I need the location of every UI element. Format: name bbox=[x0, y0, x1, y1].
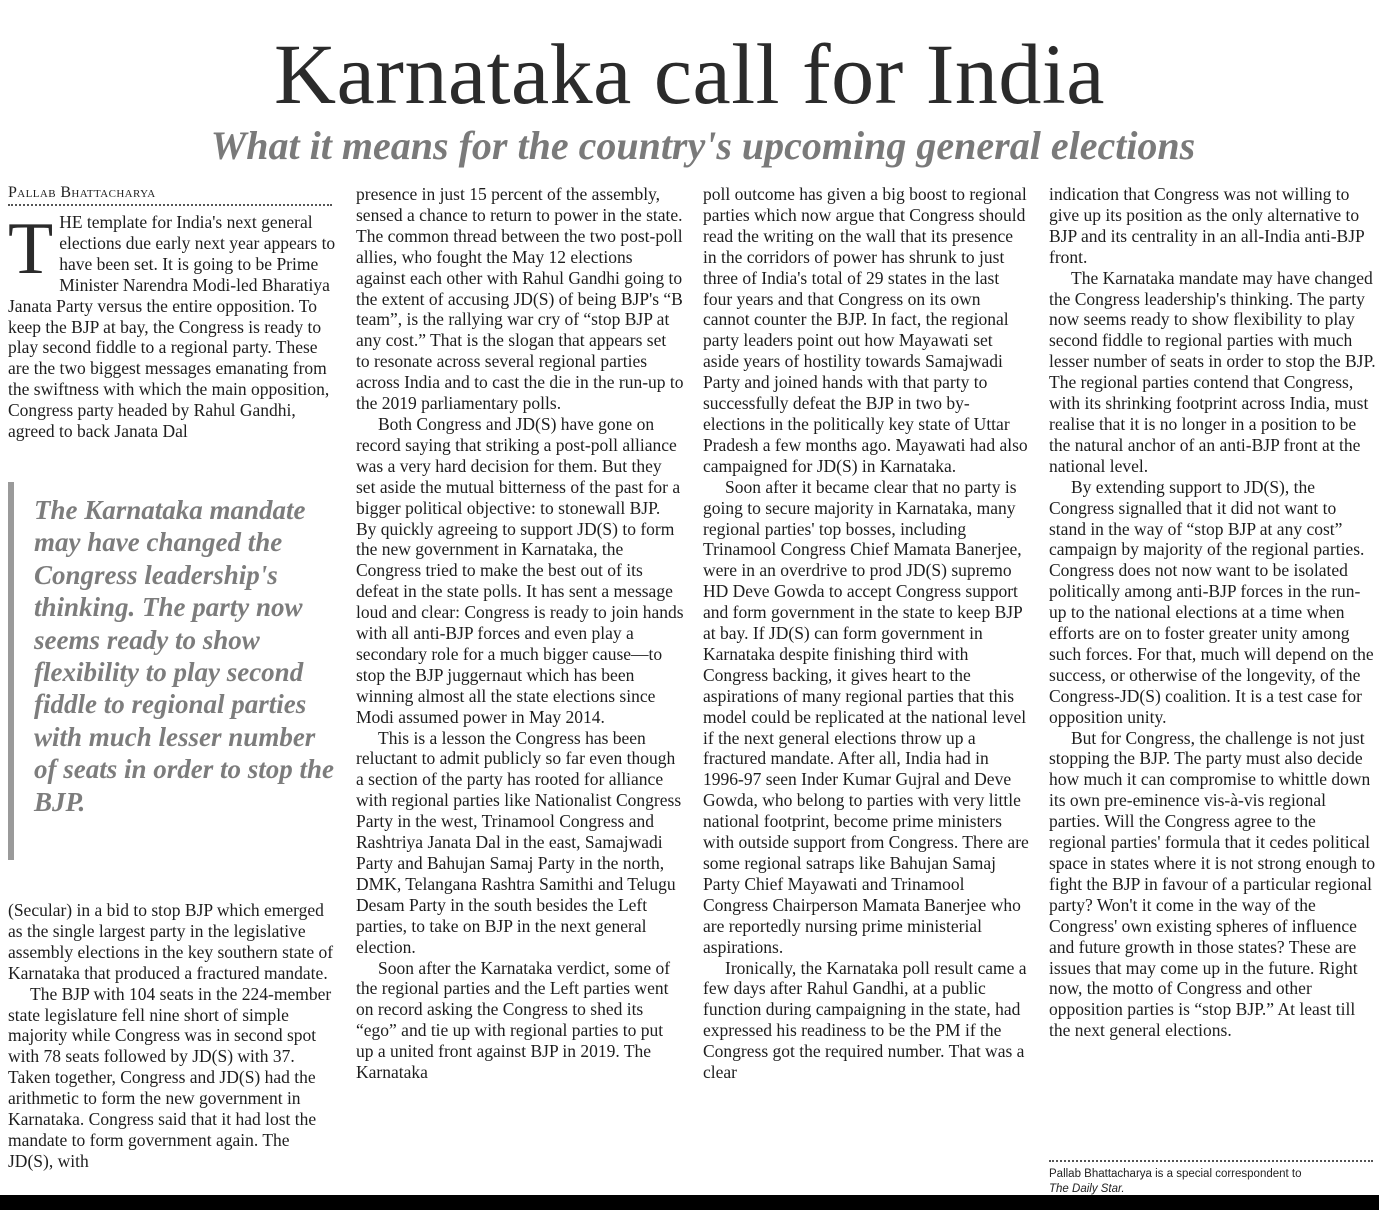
paragraph: presence in just 15 percent of the assembly, sensed a chance to return to power in the state. The common thread between the two post-poll allies, who fought the May 12 elections against each other with Rahul Gandhi going to the extent of accusing JD(S) of being BJP's “B team”, is the rallying war cry of “stop BJP at any cost.” That is the slogan that appears set to resonate across several regional parties across India and to cast the die in the run-up to the 2019 parliamentary polls. bbox=[356, 184, 684, 414]
paragraph: The BJP with 104 seats in the 224-member state legislature fell nine short of simple majority while Congress was in second spot with 78 seats followed by JD(S) with 37. Taken together, Congress and JD(S) had the arithmetic to form the new government in Karnataka. Congress said that it had lost the mandate to form government again. The JD(S), with bbox=[8, 983, 332, 1171]
author-note bbox=[1049, 1167, 1379, 1197]
subheadline: What it means for the country's upcoming general elections bbox=[210, 123, 1196, 168]
paragraph: poll outcome has given a big boost to regional parties which now argue that Congress should read the writing on the wall that its presence in the corridors of power has shrunk to just three of India's total of 29 states in the last four years and that Congress on its own cannot counter the BJP. In fact, the regional party leaders point out how Mayawati set aside years of hostility towards Samajwadi Party and joined hands with that party to successfully defeat the BJP in two by-elections in the politically key state of Uttar Pradesh a few months ago. Mayawati had also campaigned for JD(S) in Karnataka. bbox=[703, 184, 1028, 476]
paragraph: Soon after the Karnataka verdict, some of the regional parties and the Left parties went on record asking the Congress to shed its “ego” and tie up with regional parties to put up a united front against BJP in 2019. The Karnataka bbox=[356, 957, 671, 1083]
lead-paragraph bbox=[8, 208, 336, 442]
author-note-publication: The Daily Star. bbox=[1049, 1183, 1125, 1195]
paragraph: The Karnataka mandate may have changed the Congress leadership's thinking. The party now seems ready to show flexibility to play second fiddle to regional parties with much lesser number of seats in order to stop the BJP. The regional parties contend that Congress, with its shrinking footprint across India, must realise that it is no longer in a position to be the natural anchor of an anti-BJP front at the national level. bbox=[1049, 267, 1376, 476]
paragraph: By extending support to JD(S), the Congress signalled that it did not want to stand in the way of “stop BJP at any cost” campaign by majority of the regional parties. Congress does not now want to be isolated politically among anti-BJP forces in the run-up to the national elections at a time when efforts are on to foster greater unity among such forces. For that, much will depend on the success, or otherwise of the longevity, of the Congress-JD(S) coalition. It is a test case for opposition unity. bbox=[1049, 476, 1374, 727]
column-2 bbox=[356, 184, 684, 1083]
column-4 bbox=[1049, 184, 1377, 1041]
headline: Karnataka call for India bbox=[274, 26, 1105, 122]
paragraph: Both Congress and JD(S) have gone on record saying that striking a post-poll alliance was a very hard decision for them. But they set aside the mutual bitterness of the past for a bigger political objective: to stonewall BJP. By quickly agreeing to support JD(S) to form the new government in Karnataka, the Congress tried to make the best out of its defeat in the state polls. It has sent a message loud and clear: Congress is ready to join hands with all anti-BJP forces and even play a secondary role for a much bigger cause—to stop the BJP juggernaut which has been winning almost all the state elections since Modi assumed power in May 2014. bbox=[356, 413, 684, 727]
paragraph: (Secular) in a bid to stop BJP which emerged as the single largest party in the legislative assembly elections in the key southern state of Karnataka that produced a fractured mandate. bbox=[8, 899, 334, 983]
byline: Pallab Bhattacharya bbox=[8, 183, 332, 206]
column-1 bbox=[8, 183, 336, 1172]
drop-cap: T bbox=[8, 208, 54, 290]
paragraph: But for Congress, the challenge is not just stopping the BJP. The party must also decide how much it can compromise to whittle down its own pre-eminence vis-à-vis regional parties. Will the Congress agree to the regional parties' formula that it cedes political space in states where it is not strong enough to fight the BJP in favour of a particular regional party? Won't it come in the way of the Congress' own existing spheres of influence and future growth in those states? These are issues that may come up in the future. Right now, the motto of Congress and other opposition parties is “stop BJP.” At least till the next general elections. bbox=[1049, 727, 1376, 1041]
paragraph: Soon after it became clear that no party is going to secure majority in Karnataka, many regional parties' top bosses, including Trinamool Congress Chief Mamata Banerjee, were in an overdrive to prod JD(S) supremo HD Deve Gowda to accept Congress support and form government in the state to keep BJP at bay. If JD(S) can form government in Karnataka despite finishing third with Congress backing, it gives heart to the aspirations of many regional parties that this model could be replicated at the national level if the next general elections throw up a fractured mandate. After all, India had in 1996-97 seen Inder Kumar Gujral and Deve Gowda, who belong to parties with very little national footprint, become prime ministers with outside support from Congress. There are some regional satraps like Bahujan Samaj Party Chief Mayawati and Trinamool Congress Chairperson Mamata Banerjee who are reportedly nursing prime ministerial aspirations. bbox=[703, 476, 1029, 957]
lead-text: HE template for India's next general elections due early next year appears to have been set. It is going to be Prime Minister Narendra Modi-led Bharatiya Janata Party versus the entire opposition. To keep the BJP at bay, the Congress is ready to play second fiddle to a regional party. These are the two biggest messages emanating from the swiftness with which the main opposition, Congress party headed by Rahul Gandhi, agreed to back Janata Dal bbox=[8, 212, 336, 442]
pull-quote: The Karnataka mandate may have changed the Congress leadership's thinking. The party now seems ready to show flexibility to play second fiddle to regional parties with much lesser number of seats in order to stop the BJP. bbox=[8, 482, 336, 860]
paragraph: This is a lesson the Congress has been reluctant to admit publicly so far even though a section of the party has rooted for alliance with regional parties like Nationalist Congress Party in the west, Trinamool Congress and Rashtriya Janata Dal in the east, Samajwadi Party and Bahujan Samaj Party in the north, DMK, Telangana Rashtra Samithi and Telugu Desam Party in the south besides the Left parties, to take on BJP in the next general election. bbox=[356, 727, 682, 957]
paragraph: indication that Congress was not willing to give up its position as the only alternative to BJP and its centrality in an all-India anti-BJP front. bbox=[1049, 184, 1365, 267]
column-3 bbox=[703, 184, 1031, 1083]
dotted-divider bbox=[1049, 1160, 1373, 1162]
author-note-text: Pallab Bhattacharya is a special correspondent to bbox=[1049, 1168, 1302, 1180]
paragraph: Ironically, the Karnataka poll result came a few days after Rahul Gandhi, at a public function during campaigning in the state, had expressed his readiness to be the PM if the Congress got the required number. That was a clear bbox=[703, 957, 1027, 1083]
footer-bar bbox=[0, 1195, 1379, 1210]
